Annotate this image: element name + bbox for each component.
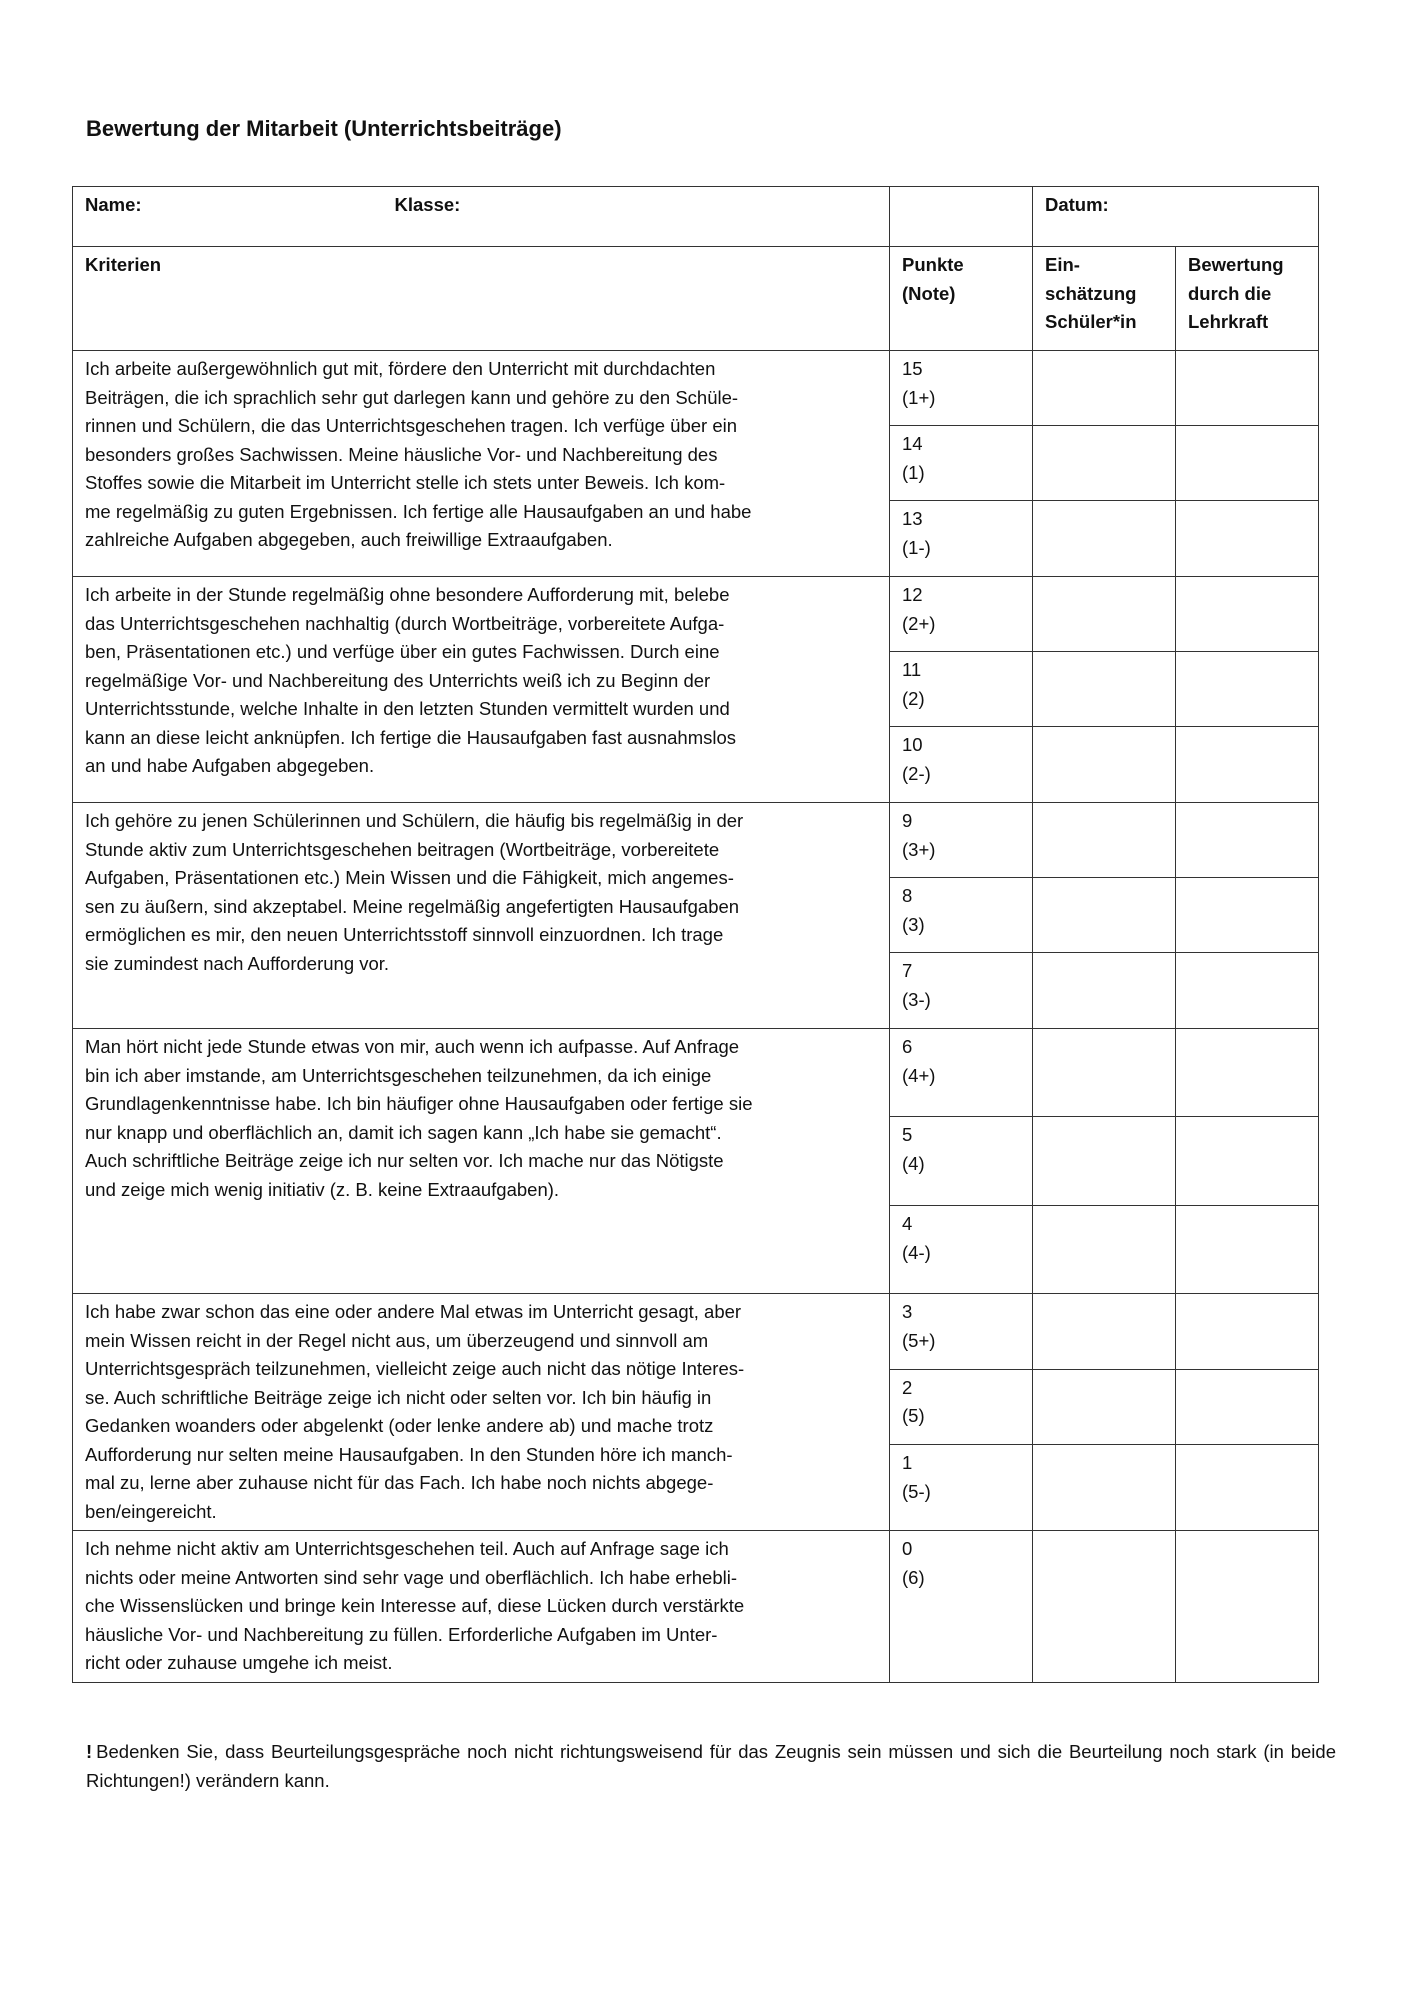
criteria-text: Ich arbeite außergewöhnlich gut mit, fördere den Unterricht mit durchdachten Beiträgen, die ich sprachlich sehr gut darlegen kann und gehöre zu den Schüle- rinnen und Schülern, die das Unterrichtsgeschehen tragen. Ich verfüge über ein besonders großes Sachwissen. Meine häusliche Vor- und Nachbereitung des Stoffes sowie die Mitarbeit im Unterricht stelle ich stets unter Beweis. Ich kom- me regelmäßig zu guten Ergebnissen. Ich fertige alle Hausaufgaben an und habe zahlreiche Aufgaben abgegeben, auch freiwillige Extraaufgaben. xyxy=(73,351,890,577)
student-rating-cell[interactable] xyxy=(1033,652,1176,727)
column-header-row xyxy=(73,247,1319,351)
criteria-text: Ich habe zwar schon das eine oder andere Mal etwas im Unterricht gesagt, aber mein Wissen reicht in der Regel nicht aus, um überzeugend und sinnvoll am Unterrichtsgespräch teilzunehmen, vielleicht zeige auch nicht das nötige Interes- se. Auch schriftliche Beiträge zeige ich nicht oder selten vor. Ich bin häufig in Gedanken woanders oder abgelenkt (oder lenke andere ab) und mache trotz Aufforderung nur selten meine Hausaufgaben. In den Stunden höre ich manch- mal zu, lerne aber zuhause nicht für das Fach. Ich habe noch nichts abgege- ben/eingereicht. xyxy=(73,1294,890,1531)
student-rating-cell[interactable] xyxy=(1033,727,1176,803)
student-rating-cell[interactable] xyxy=(1033,501,1176,577)
student-rating-cell[interactable] xyxy=(1033,878,1176,953)
points-cell: 13 (1-) xyxy=(890,501,1033,577)
teacher-rating-cell[interactable] xyxy=(1176,1369,1319,1445)
footnote xyxy=(86,1738,1336,1795)
student-rating-cell[interactable] xyxy=(1033,1294,1176,1370)
student-rating-cell[interactable] xyxy=(1033,577,1176,652)
points-cell: 11 (2) xyxy=(890,652,1033,727)
datum-label: Datum: xyxy=(1033,187,1319,247)
student-rating-cell[interactable] xyxy=(1033,1029,1176,1117)
page-title: Bewertung der Mitarbeit (Unterrichtsbeiträge) xyxy=(86,116,562,141)
student-rating-cell[interactable] xyxy=(1033,426,1176,501)
teacher-rating-cell[interactable] xyxy=(1176,1029,1319,1117)
teacher-rating-cell[interactable] xyxy=(1176,727,1319,803)
exclamation-mark: ! xyxy=(86,1741,93,1762)
klasse-label: Klasse: xyxy=(394,194,461,215)
teacher-rating-cell[interactable] xyxy=(1176,1206,1319,1294)
teacher-rating-cell[interactable] xyxy=(1176,1117,1319,1206)
criteria-row xyxy=(73,1029,1319,1117)
name-klasse-cell xyxy=(73,187,890,247)
points-cell: 14 (1) xyxy=(890,426,1033,501)
criteria-row xyxy=(73,1294,1319,1370)
points-cell: 8 (3) xyxy=(890,878,1033,953)
criteria-row xyxy=(73,803,1319,878)
points-cell: 15 (1+) xyxy=(890,351,1033,426)
points-cell: 1 (5-) xyxy=(890,1445,1033,1531)
rating-table xyxy=(72,186,1319,1683)
criteria-text: Ich gehöre zu jenen Schülerinnen und Schülern, die häufig bis regelmäßig in der Stunde aktiv zum Unterrichtsgeschehen beitragen (Wortbeiträge, vorbereitete Aufgaben, Präsentationen etc.) Mein Wissen und die Fähigkeit, mich angemes- sen zu äußern, sind akzeptabel. Meine regelmäßig angefertigten Hausaufgaben ermöglichen es mir, den neuen Unterrichtsstoff sinnvoll einzuordnen. Ich trage sie zumindest nach Aufforderung vor. xyxy=(73,803,890,1029)
teacher-rating-cell[interactable] xyxy=(1176,1445,1319,1531)
teacher-rating-cell[interactable] xyxy=(1176,1294,1319,1370)
student-rating-cell[interactable] xyxy=(1033,953,1176,1029)
teacher-rating-cell[interactable] xyxy=(1176,1531,1319,1683)
points-cell: 7 (3-) xyxy=(890,953,1033,1029)
points-cell: 10 (2-) xyxy=(890,727,1033,803)
col-lehrkraft: Bewertung durch die Lehrkraft xyxy=(1176,247,1319,351)
teacher-rating-cell[interactable] xyxy=(1176,577,1319,652)
points-cell: 0 (6) xyxy=(890,1531,1033,1683)
header-empty-cell xyxy=(890,187,1033,247)
col-schueler: Ein- schätzung Schüler*in xyxy=(1033,247,1176,351)
teacher-rating-cell[interactable] xyxy=(1176,878,1319,953)
teacher-rating-cell[interactable] xyxy=(1176,803,1319,878)
criteria-row xyxy=(73,1531,1319,1683)
points-cell: 9 (3+) xyxy=(890,803,1033,878)
points-cell: 2 (5) xyxy=(890,1369,1033,1445)
teacher-rating-cell[interactable] xyxy=(1176,953,1319,1029)
student-rating-cell[interactable] xyxy=(1033,1369,1176,1445)
student-rating-cell[interactable] xyxy=(1033,1117,1176,1206)
criteria-row xyxy=(73,351,1319,426)
student-rating-cell[interactable] xyxy=(1033,803,1176,878)
col-kriterien: Kriterien xyxy=(73,247,890,351)
points-cell: 12 (2+) xyxy=(890,577,1033,652)
col-punkte: Punkte (Note) xyxy=(890,247,1033,351)
student-rating-cell[interactable] xyxy=(1033,351,1176,426)
name-label: Name: xyxy=(85,194,142,215)
student-rating-cell[interactable] xyxy=(1033,1531,1176,1683)
teacher-rating-cell[interactable] xyxy=(1176,426,1319,501)
header-row xyxy=(73,187,1319,247)
teacher-rating-cell[interactable] xyxy=(1176,652,1319,727)
criteria-text: Ich nehme nicht aktiv am Unterrichtsgeschehen teil. Auch auf Anfrage sage ich nichts oder meine Antworten sind sehr vage und oberflächlich. Ich habe erhebli- che Wissenslücken und bringe kein Interesse auf, diese Lücken durch verstärkte häusliche Vor- und Nachbereitung zu füllen. Erforderliche Aufgaben im Unter- richt oder zuhause umgehe ich meist. xyxy=(73,1531,890,1683)
teacher-rating-cell[interactable] xyxy=(1176,351,1319,426)
student-rating-cell[interactable] xyxy=(1033,1445,1176,1531)
teacher-rating-cell[interactable] xyxy=(1176,501,1319,577)
student-rating-cell[interactable] xyxy=(1033,1206,1176,1294)
points-cell: 5 (4) xyxy=(890,1117,1033,1206)
criteria-text: Man hört nicht jede Stunde etwas von mir, auch wenn ich aufpasse. Auf Anfrage bin ich aber imstande, am Unterrichtsgeschehen teilzunehmen, da ich einige Grundlagenkenntnisse habe. Ich bin häufiger ohne Hausaufgaben oder fertige sie nur knapp und oberflächlich an, damit ich sagen kann „Ich habe sie gemacht“. Auch schriftliche Beiträge zeige ich nur selten vor. Ich mache nur das Nötigste und zeige mich wenig initiativ (z. B. keine Extraaufgaben). xyxy=(73,1029,890,1294)
criteria-row xyxy=(73,577,1319,652)
footnote-text: Bedenken Sie, dass Beurteilungsgespräche noch nicht richtungsweisend für das Zeugnis sein müssen und sich die Beurteilung noch stark (in beide Richtungen!) verändern kann. xyxy=(86,1741,1336,1791)
points-cell: 4 (4-) xyxy=(890,1206,1033,1294)
points-cell: 3 (5+) xyxy=(890,1294,1033,1370)
criteria-text: Ich arbeite in der Stunde regelmäßig ohne besondere Aufforderung mit, belebe das Unterrichtsgeschehen nachhaltig (durch Wortbeiträge, vorbereitete Aufga- ben, Präsentationen etc.) und verfüge über ein gutes Fachwissen. Durch eine regelmäßige Vor- und Nachbereitung des Unterrichts weiß ich zu Beginn der Unterrichtsstunde, welche Inhalte in den letzten Stunden vermittelt wurden und kann an diese leicht anknüpfen. Ich fertige die Hausaufgaben fast ausnahmslos an und habe Aufgaben abgegeben. xyxy=(73,577,890,803)
points-cell: 6 (4+) xyxy=(890,1029,1033,1117)
